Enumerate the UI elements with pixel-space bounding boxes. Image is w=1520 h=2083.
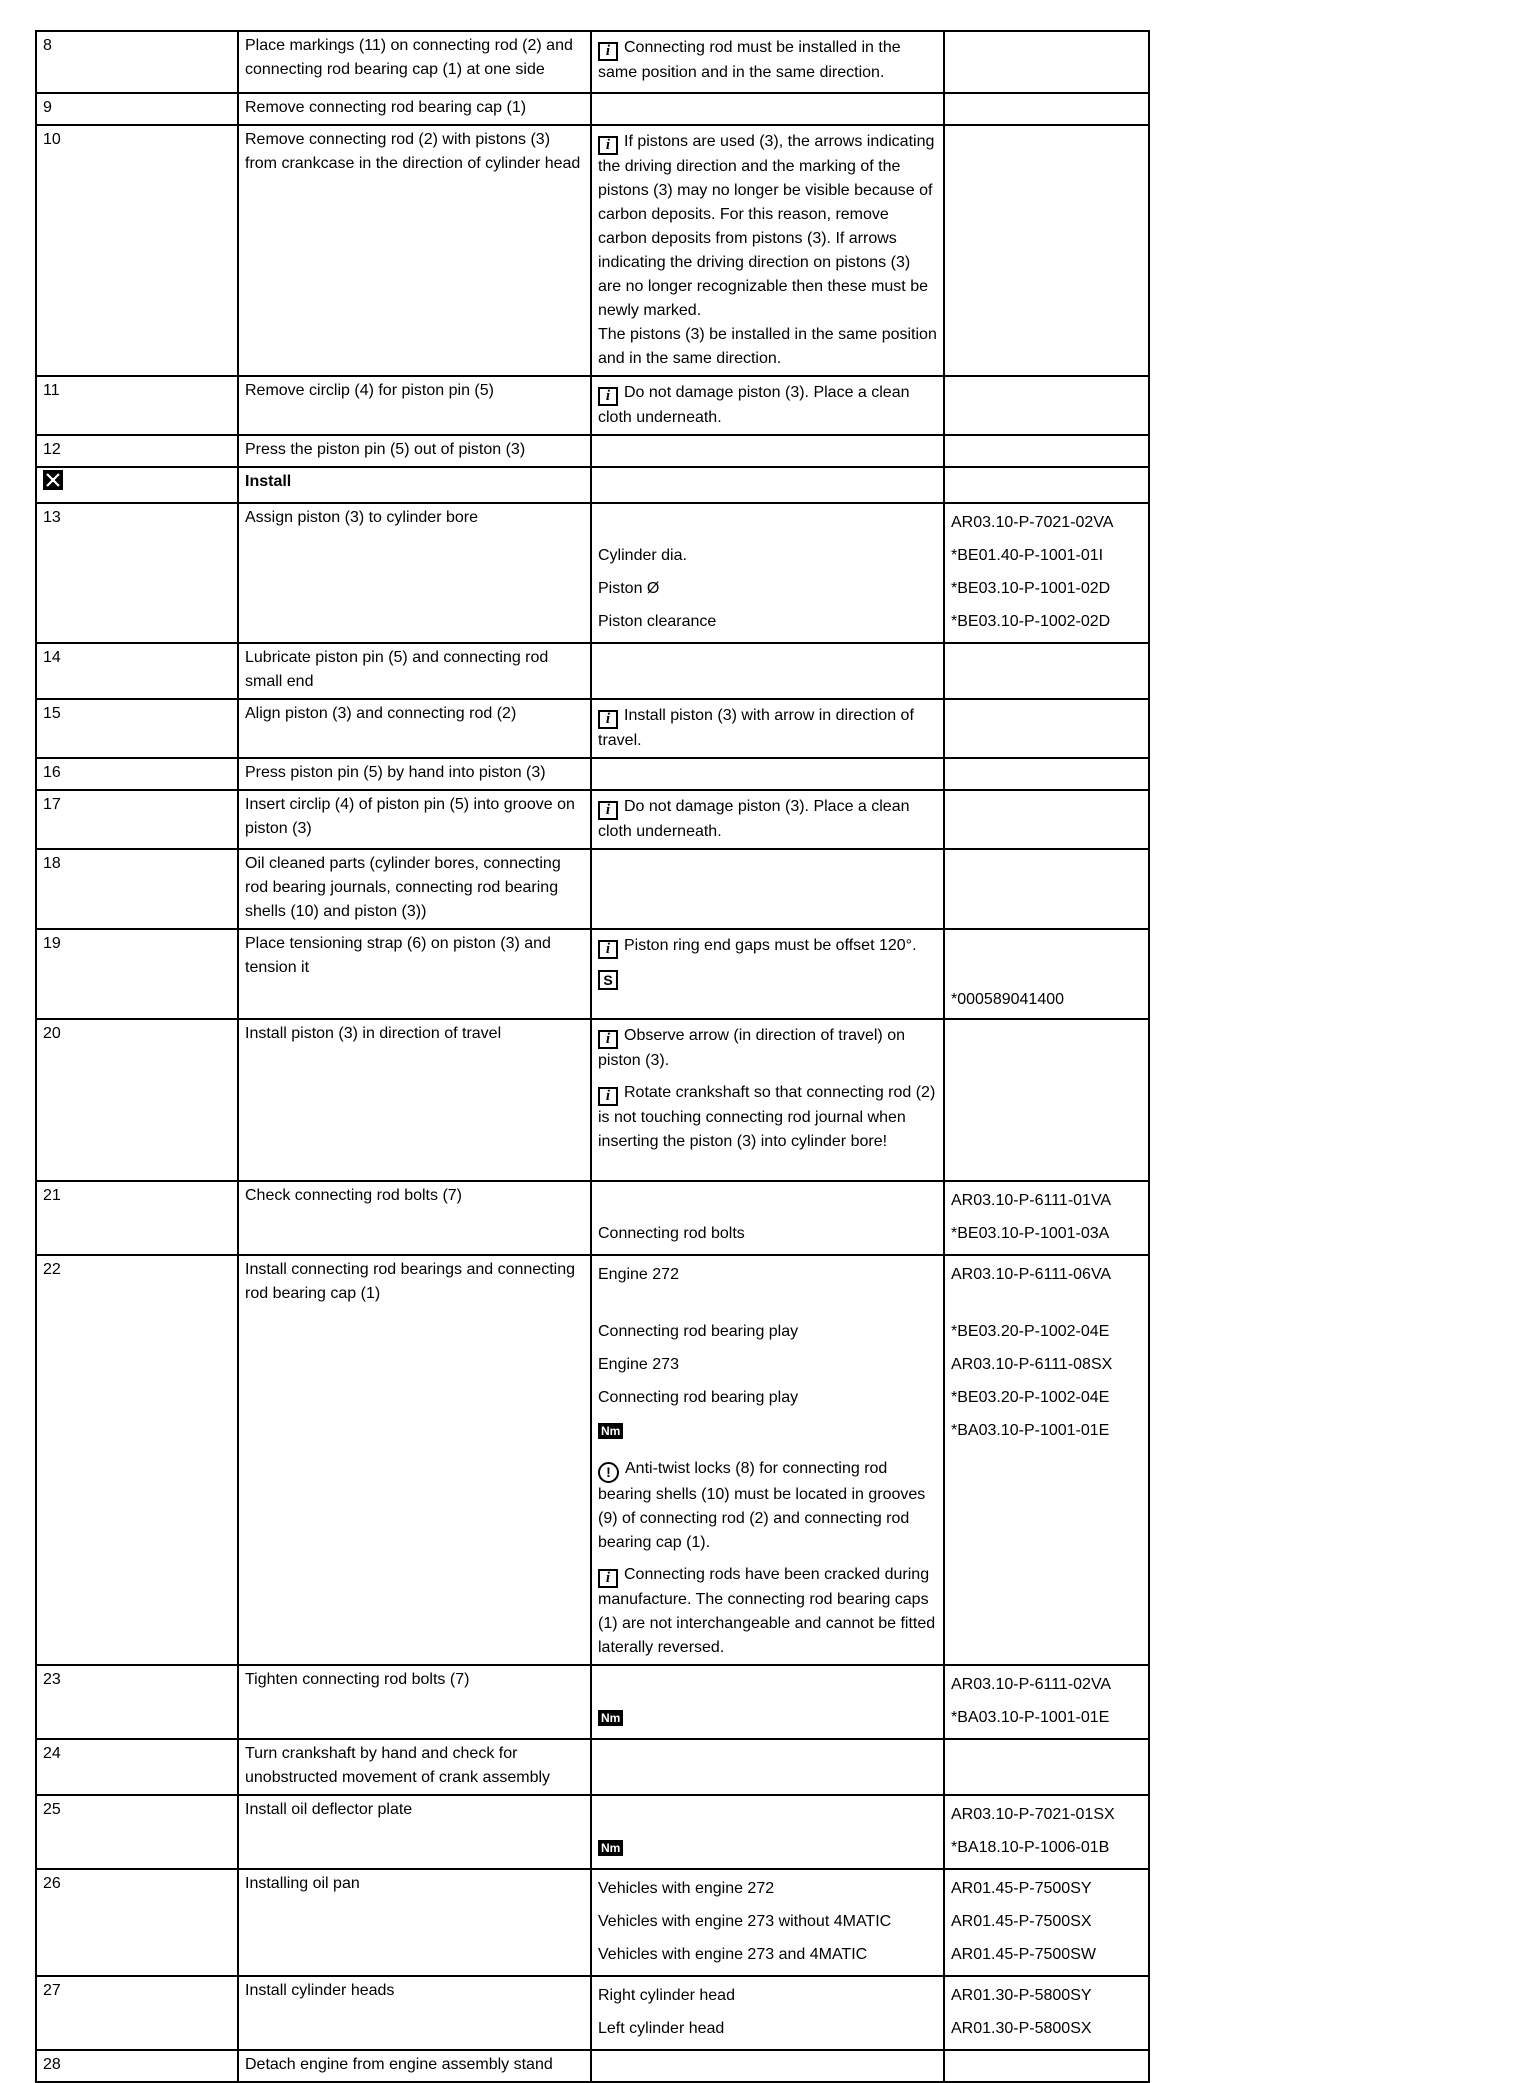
step-number: 14: [43, 649, 61, 666]
step-number: 22: [43, 1261, 61, 1278]
instruction-text: Turn crankshaft by hand and check for unobstructed movement of crank assembly: [245, 1745, 551, 1786]
instruction-cell: [238, 643, 591, 699]
notes-cell: [591, 93, 944, 125]
step-cell: [36, 1019, 238, 1181]
note-line: Connecting rod bearing play: [598, 1323, 799, 1340]
step-cell: [36, 1795, 238, 1869]
table-row: [36, 1019, 1149, 1181]
note: [598, 1024, 937, 1073]
torque-icon: Nm: [598, 1710, 623, 1726]
table-row: [36, 1181, 1149, 1255]
instruction-cell: [238, 125, 591, 376]
table-row: [36, 1665, 1149, 1739]
note-text: If pistons are used (3), the arrows indicating the driving direction and the marking of the pistons (3) may no longer be visible because of carbon deposits. For this reason, remove carbon deposits from pistons (3). If arrows indicating the driving direction on pistons (3) are no longer recognizable then these must be newly marked.: [598, 133, 935, 319]
table-row: [36, 1739, 1149, 1795]
instruction-cell: [238, 1976, 591, 2050]
codes-cell: [944, 1869, 1149, 1976]
instruction-text: Detach engine from engine assembly stand: [245, 2056, 553, 2073]
notes-cell: [591, 503, 944, 643]
step-number: 26: [43, 1875, 61, 1892]
step-cell: [36, 1181, 238, 1255]
note: [598, 934, 937, 959]
spacer: [951, 932, 1142, 988]
instruction-cell: [238, 1795, 591, 1869]
notes-cell: [591, 643, 944, 699]
spacer: [598, 1291, 937, 1315]
note-line: [598, 1414, 937, 1447]
step-number: 12: [43, 441, 61, 458]
note-line: Piston Ø: [598, 580, 660, 597]
codes-cell: [944, 1739, 1149, 1795]
codes-cell: [944, 1976, 1149, 2050]
step-number: 19: [43, 935, 61, 952]
step-cell: [36, 1665, 238, 1739]
codes-cell: [944, 376, 1149, 435]
code-ref: AR03.10-P-7021-02VA: [951, 514, 1114, 531]
step-cell: [36, 125, 238, 376]
instruction-text: Install cylinder heads: [245, 1982, 395, 1999]
step-cell: [36, 699, 238, 758]
step-cell: [36, 929, 238, 1019]
instruction-cell: [238, 503, 591, 643]
instruction-text: Installing oil pan: [245, 1875, 360, 1892]
note-line: [598, 1831, 937, 1864]
note: [598, 130, 937, 323]
code-ref: *BE03.20-P-1002-04E: [951, 1323, 1110, 1340]
code-ref: AR01.45-P-7500SX: [951, 1913, 1092, 1930]
code-ref: *BA03.10-P-1001-01E: [951, 1422, 1110, 1439]
instruction-cell: [238, 758, 591, 790]
note-text: Install piston (3) with arrow in direction of travel.: [598, 707, 914, 749]
code-ref: *BE03.10-P-1001-02D: [951, 580, 1111, 597]
table-row: [36, 1255, 1149, 1665]
note-text: Piston ring end gaps must be offset 120°.: [624, 937, 917, 954]
caution-circle-icon: !: [598, 1462, 619, 1483]
torque-icon: Nm: [598, 1840, 623, 1856]
instruction-text: Press the piston pin (5) out of piston (3): [245, 441, 526, 458]
note: [598, 795, 937, 844]
note-text: Anti-twist locks (8) for connecting rod bearing shells (10) must be located in grooves (9) of connecting rod (2) and connecting rod bearing cap (1).: [598, 1460, 926, 1551]
step-cell: [36, 643, 238, 699]
notes-cell: [591, 1739, 944, 1795]
notes-cell: [591, 929, 944, 1019]
notes-cell: [591, 1795, 944, 1869]
instruction-cell: [238, 1739, 591, 1795]
instruction-text: Align piston (3) and connecting rod (2): [245, 705, 517, 722]
table-row: [36, 2050, 1149, 2082]
note: [598, 1081, 937, 1154]
instruction-text: Oil cleaned parts (cylinder bores, connecting rod bearing journals, connecting rod bearing shells (10) and piston (3)): [245, 855, 561, 920]
info-icon: i: [598, 387, 618, 406]
table-row-section-header: [36, 467, 1149, 503]
table-row: [36, 1869, 1149, 1976]
instruction-cell: [238, 93, 591, 125]
note: [598, 381, 937, 430]
table-row: [36, 849, 1149, 929]
procedure-table: [35, 30, 1150, 2083]
instruction-cell: [238, 929, 591, 1019]
instruction-text: Place tensioning strap (6) on piston (3) and tension it: [245, 935, 551, 976]
step-number: 18: [43, 855, 61, 872]
instruction-text: Install oil deflector plate: [245, 1801, 413, 1818]
step-number: 27: [43, 1982, 61, 1999]
notes-cell: [591, 1665, 944, 1739]
table-row: [36, 31, 1149, 93]
table-row: [36, 376, 1149, 435]
note: [598, 704, 937, 753]
instruction-text: Remove connecting rod bearing cap (1): [245, 99, 527, 116]
notes-cell: [591, 1019, 944, 1181]
step-cell: [36, 1869, 238, 1976]
code-ref: *BE03.20-P-1002-04E: [951, 1389, 1110, 1406]
codes-cell: [944, 1665, 1149, 1739]
code-ref: AR03.10-P-6111-01VA: [951, 1192, 1112, 1209]
step-number: 8: [43, 37, 52, 54]
instruction-cell: [238, 849, 591, 929]
step-cell: [36, 849, 238, 929]
notes-cell: [591, 467, 944, 503]
notes-cell: [591, 1255, 944, 1665]
note: [598, 1563, 937, 1660]
note-text: Observe arrow (in direction of travel) on piston (3).: [598, 1027, 905, 1069]
note: [598, 36, 937, 85]
code-ref: AR01.30-P-5800SY: [951, 1987, 1092, 2004]
code-ref: AR01.45-P-7500SY: [951, 1880, 1092, 1897]
code-ref: *BE03.10-P-1001-03A: [951, 1225, 1110, 1242]
step-cell: [36, 1255, 238, 1665]
table-row: [36, 125, 1149, 376]
table-row: [36, 790, 1149, 849]
spacer: [598, 1184, 937, 1217]
instruction-text: Assign piston (3) to cylinder bore: [245, 509, 478, 526]
note: [598, 969, 937, 993]
instruction-cell: [238, 2050, 591, 2082]
instruction-text: Insert circlip (4) of piston pin (5) into groove on piston (3): [245, 796, 575, 837]
code-ref: AR01.30-P-5800SX: [951, 2020, 1092, 2037]
table-row: [36, 699, 1149, 758]
instruction-cell: [238, 435, 591, 467]
code-ref: *BE03.10-P-1002-02D: [951, 613, 1111, 630]
codes-cell: [944, 1019, 1149, 1181]
step-number: 15: [43, 705, 61, 722]
instruction-text: Tighten connecting rod bolts (7): [245, 1671, 470, 1688]
note-line: Vehicles with engine 272: [598, 1880, 775, 1897]
codes-cell: [944, 1181, 1149, 1255]
note-text: Rotate crankshaft so that connecting rod (2) is not touching connecting rod journal when inserting the piston (3) into cylinder bore!: [598, 1084, 936, 1150]
step-number: 11: [43, 382, 60, 399]
codes-cell: [944, 1795, 1149, 1869]
table-row: [36, 1795, 1149, 1869]
code-ref: *BA03.10-P-1001-01E: [951, 1709, 1110, 1726]
note-line: Engine 272: [598, 1266, 679, 1283]
note: [598, 323, 937, 371]
note-text: Connecting rod must be installed in the same position and in the same direction.: [598, 39, 901, 81]
info-icon: i: [598, 1087, 618, 1106]
step-number: 13: [43, 509, 61, 526]
step-cell: [36, 1976, 238, 2050]
step-cell: [36, 790, 238, 849]
notes-cell: [591, 435, 944, 467]
codes-cell: [944, 929, 1149, 1019]
install-icon: [43, 477, 63, 494]
spacer: [598, 1798, 937, 1831]
note-line: Piston clearance: [598, 613, 717, 630]
note-line: Connecting rod bolts: [598, 1225, 745, 1242]
codes-cell: [944, 467, 1149, 503]
torque-icon: Nm: [598, 1423, 623, 1439]
table-row: [36, 643, 1149, 699]
codes-cell: [944, 1255, 1149, 1665]
codes-cell: [944, 758, 1149, 790]
step-cell: [36, 758, 238, 790]
codes-cell: [944, 643, 1149, 699]
instruction-text: Remove circlip (4) for piston pin (5): [245, 382, 494, 399]
table-row: [36, 1976, 1149, 2050]
codes-cell: [944, 125, 1149, 376]
step-cell: [36, 435, 238, 467]
code-ref: AR03.10-P-6111-08SX: [951, 1356, 1113, 1373]
instruction-cell: [238, 1019, 591, 1181]
spacer: [951, 1291, 1142, 1315]
step-cell: [36, 503, 238, 643]
code-ref: AR03.10-P-6111-02VA: [951, 1676, 1112, 1693]
notes-cell: [591, 790, 944, 849]
instruction-text: Install piston (3) in direction of travel: [245, 1025, 502, 1042]
spacer: [598, 1668, 937, 1701]
table-row: [36, 93, 1149, 125]
notes-cell: [591, 758, 944, 790]
info-icon: i: [598, 136, 618, 155]
codes-cell: [944, 699, 1149, 758]
code-ref: *000589041400: [951, 991, 1065, 1008]
notes-cell: [591, 699, 944, 758]
note-text: Do not damage piston (3). Place a clean cloth underneath.: [598, 384, 910, 426]
notes-cell: [591, 1976, 944, 2050]
notes-cell: [591, 31, 944, 93]
instruction-cell: [238, 1869, 591, 1976]
step-number: 25: [43, 1801, 61, 1818]
notes-cell: [591, 125, 944, 376]
note-line: Vehicles with engine 273 without 4MATIC: [598, 1913, 892, 1930]
spacer: [598, 506, 937, 539]
note-text: Do not damage piston (3). Place a clean cloth underneath.: [598, 798, 910, 840]
codes-cell: [944, 435, 1149, 467]
step-number: 16: [43, 764, 61, 781]
codes-cell: [944, 790, 1149, 849]
code-ref: *BE01.40-P-1001-01I: [951, 547, 1104, 564]
code-ref: AR03.10-P-7021-01SX: [951, 1806, 1115, 1823]
instruction-text: Place markings (11) on connecting rod (2) and connecting rod bearing cap (1) at one side: [245, 37, 573, 78]
code-ref: *BA18.10-P-1006-01B: [951, 1839, 1110, 1856]
step-number: 24: [43, 1745, 61, 1762]
info-icon: i: [598, 710, 618, 729]
notes-cell: [591, 849, 944, 929]
step-number: 10: [43, 131, 61, 148]
info-icon: i: [598, 940, 618, 959]
step-number: 21: [43, 1187, 61, 1204]
table-row: [36, 435, 1149, 467]
step-cell: [36, 93, 238, 125]
instruction-cell: [238, 699, 591, 758]
info-icon: i: [598, 1030, 618, 1049]
note: [598, 1457, 937, 1555]
step-cell: [36, 1739, 238, 1795]
codes-cell: [944, 2050, 1149, 2082]
instruction-cell: [238, 1665, 591, 1739]
note-text: The pistons (3) be installed in the same position and in the same direction.: [598, 326, 937, 367]
step-number: 23: [43, 1671, 61, 1688]
instruction-text: Install connecting rod bearings and connecting rod bearing cap (1): [245, 1261, 575, 1302]
table-row: [36, 758, 1149, 790]
codes-cell: [944, 31, 1149, 93]
procedure-table-body: [36, 31, 1149, 2082]
note-text: Connecting rods have been cracked during manufacture. The connecting rod bearing caps (1) are not interchangeable and cannot be fitted laterally reversed.: [598, 1566, 936, 1656]
section-title: Install: [245, 473, 292, 490]
note-line: [598, 1701, 937, 1734]
step-cell: [36, 467, 238, 503]
note-line: Connecting rod bearing play: [598, 1389, 799, 1406]
info-icon: i: [598, 42, 618, 61]
instruction-cell: [238, 790, 591, 849]
instruction-cell: [238, 1181, 591, 1255]
notes-cell: [591, 1181, 944, 1255]
codes-cell: [944, 503, 1149, 643]
step-number: 20: [43, 1025, 61, 1042]
instruction-text: Lubricate piston pin (5) and connecting rod small end: [245, 649, 549, 690]
special-tool-icon: S: [598, 970, 618, 990]
step-cell: [36, 31, 238, 93]
notes-cell: [591, 1869, 944, 1976]
instruction-cell: [238, 376, 591, 435]
instruction-text: Remove connecting rod (2) with pistons (3) from crankcase in the direction of cylinder head: [245, 131, 581, 172]
codes-cell: [944, 93, 1149, 125]
instruction-text: Press piston pin (5) by hand into piston (3): [245, 764, 546, 781]
instruction-cell: [238, 1255, 591, 1665]
step-number: 28: [43, 2056, 61, 2073]
instruction-cell: [238, 31, 591, 93]
notes-cell: [591, 2050, 944, 2082]
info-icon: i: [598, 801, 618, 820]
step-number: 9: [43, 99, 52, 116]
info-icon: i: [598, 1569, 618, 1588]
note-line: Engine 273: [598, 1356, 679, 1373]
table-row: [36, 503, 1149, 643]
codes-cell: [944, 849, 1149, 929]
notes-cell: [591, 376, 944, 435]
step-cell: [36, 2050, 238, 2082]
instruction-cell: [238, 467, 591, 503]
note-line: Cylinder dia.: [598, 547, 687, 564]
note-line: Left cylinder head: [598, 2020, 725, 2037]
note-line: Right cylinder head: [598, 1987, 735, 2004]
table-row: [36, 929, 1149, 1019]
instruction-text: Check connecting rod bolts (7): [245, 1187, 462, 1204]
step-cell: [36, 376, 238, 435]
code-ref: AR01.45-P-7500SW: [951, 1946, 1096, 1963]
note-line: Vehicles with engine 273 and 4MATIC: [598, 1946, 868, 1963]
step-number: 17: [43, 796, 61, 813]
code-ref: AR03.10-P-6111-06VA: [951, 1266, 1112, 1283]
